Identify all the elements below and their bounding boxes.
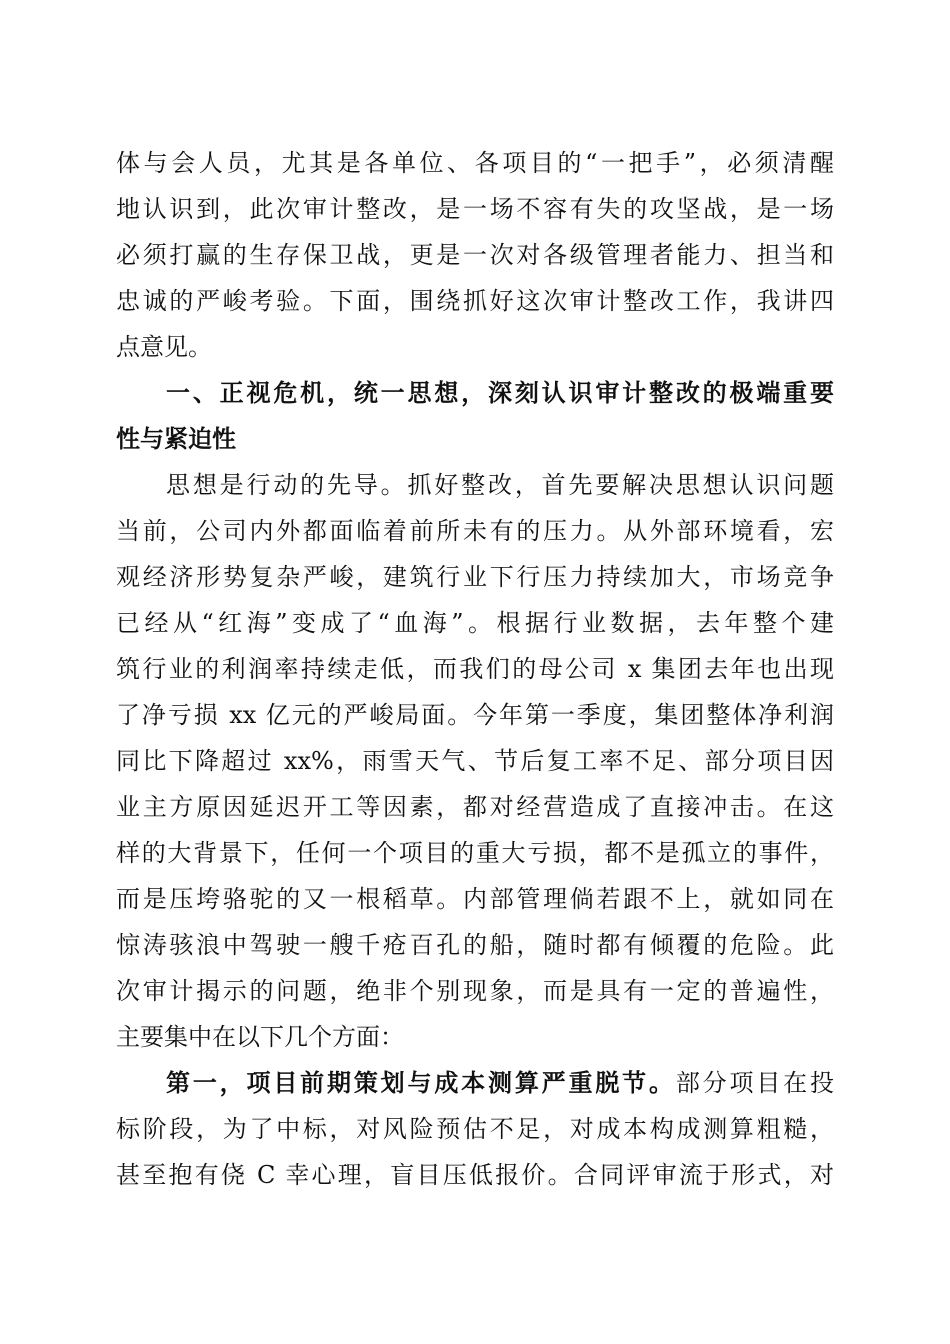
text-line: 必须打赢的生存保卫战，更是一次对各级管理者能力、担当和 xyxy=(116,241,834,269)
text-line: 甚至抱有侥 C 幸心理，盲目压低报价。合同评审流于形式，对 xyxy=(116,1161,834,1189)
text-line: 地认识到，此次审计整改，是一场不容有失的攻坚战，是一场 xyxy=(116,195,834,223)
section-heading-1 xyxy=(116,370,834,462)
text-line: 观经济形势复杂严峻，建筑行业下行压力持续加大，市场竞争 xyxy=(116,563,834,591)
text-line: 同比下降超过 xx%，雨雪天气、节后复工率不足、部分项目因 xyxy=(116,747,834,775)
text-line xyxy=(116,1060,834,1106)
text-line: 标阶段，为了中标，对风险预估不足，对成本构成测算粗糙， xyxy=(116,1115,834,1143)
text-line: 次审计揭示的问题，绝非个别现象，而是具有一定的普遍性， xyxy=(116,977,834,1005)
text-line: 筑行业的利润率持续走低，而我们的母公司 x 集团去年也出现 xyxy=(116,655,834,683)
document-page xyxy=(116,140,834,1198)
paragraph-2 xyxy=(116,1060,834,1198)
heading-line: 一、正视危机，统一思想，深刻认识审计整改的极端重要 xyxy=(166,379,834,407)
text-line: 点意见。 xyxy=(116,333,212,361)
text-line: 主要集中在以下几个方面： xyxy=(116,1023,404,1051)
text-line: 业主方原因延迟开工等因素，都对经营造成了直接冲击。在这 xyxy=(116,793,834,821)
text-line: 已经从“红海”变成了“血海”。根据行业数据，去年整个建 xyxy=(116,609,834,637)
text-line: 思想是行动的先导。抓好整改，首先要解决思想认识问题 xyxy=(166,471,834,499)
text-run: 部分项目在投 xyxy=(675,1069,834,1097)
text-line: 体与会人员，尤其是各单位、各项目的“一把手”，必须清醒 xyxy=(116,149,834,177)
bold-lead: 第一，项目前期策划与成本测算严重脱节。 xyxy=(166,1068,676,1097)
heading-line: 性与紧迫性 xyxy=(116,425,236,453)
text-line: 当前，公司内外都面临着前所未有的压力。从外部环境看，宏 xyxy=(116,517,834,545)
text-line: 了净亏损 xx 亿元的严峻局面。今年第一季度，集团整体净利润 xyxy=(116,701,834,729)
paragraph-1 xyxy=(116,462,834,1060)
paragraph-intro xyxy=(116,140,834,370)
text-line: 忠诚的严峻考验。下面，围绕抓好这次审计整改工作，我讲四 xyxy=(116,287,834,315)
text-line: 样的大背景下，任何一个项目的重大亏损，都不是孤立的事件， xyxy=(116,839,834,867)
text-line: 而是压垮骆驼的又一根稻草。内部管理倘若跟不上，就如同在 xyxy=(116,885,834,913)
text-line: 惊涛骇浪中驾驶一艘千疮百孔的船，随时都有倾覆的危险。此 xyxy=(116,931,834,959)
